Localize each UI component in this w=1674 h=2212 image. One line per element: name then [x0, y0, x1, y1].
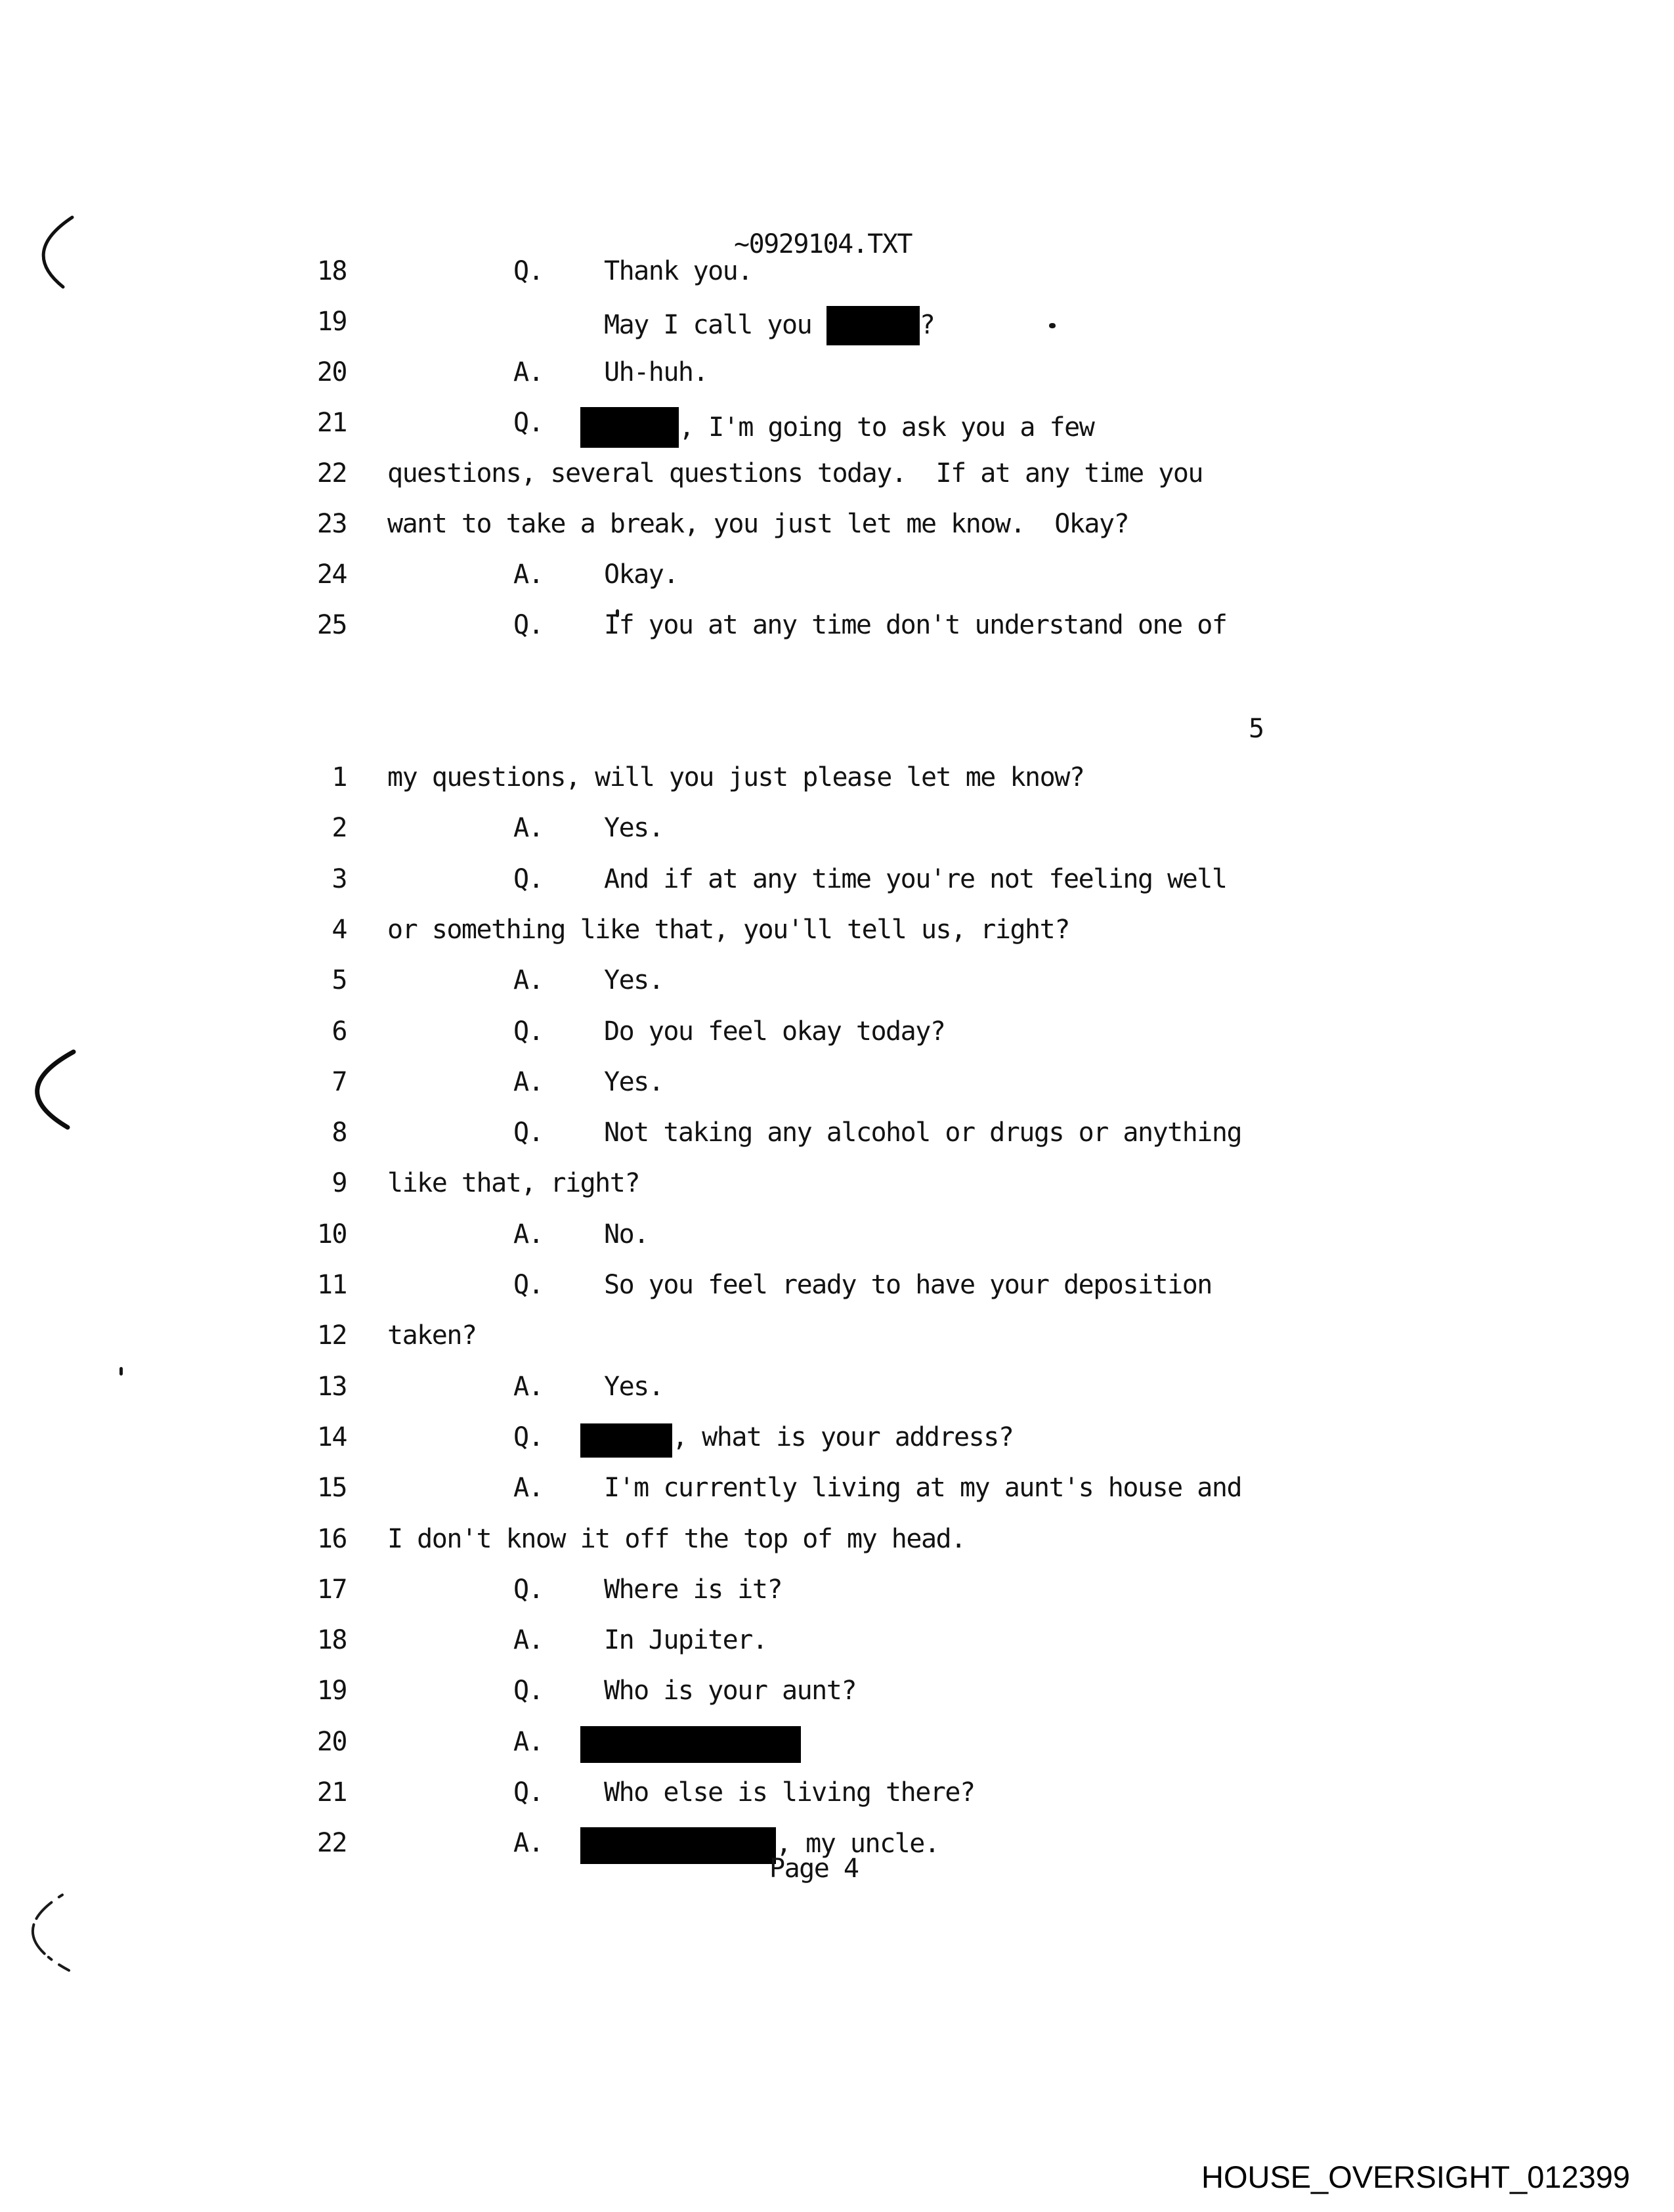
line-number: 21 [316, 408, 347, 438]
line-text: , I'm going to ask you a few [580, 407, 1094, 448]
line-text: want to take a break, you just let me know. Okay? [387, 509, 1129, 539]
line-text: Yes. [604, 813, 664, 843]
line-text: Okay. [604, 559, 678, 590]
line-text: Who is your aunt? [604, 1676, 856, 1706]
line-text: Thank you. [604, 256, 752, 286]
line-text: No. [604, 1219, 649, 1249]
line-number: 21 [316, 1777, 347, 1808]
speaker-label: Q. [513, 1676, 544, 1706]
transcript-line [0, 1777, 1674, 1827]
speaker-label: Q. [513, 610, 544, 640]
bates-number: HOUSE_OVERSIGHT_012399 [1201, 2159, 1631, 2194]
transcript-line [0, 1675, 1674, 1725]
speaker-label: A. [513, 1828, 544, 1858]
transcript-line [0, 1726, 1674, 1777]
line-number: 5 [332, 965, 347, 995]
redaction-box [580, 1726, 801, 1763]
line-number: 8 [332, 1117, 347, 1148]
line-number: 4 [332, 915, 347, 945]
line-number: 17 [316, 1574, 347, 1605]
speaker-label: A. [513, 357, 544, 387]
line-number: 11 [316, 1270, 347, 1300]
line-text: Yes. [604, 965, 664, 995]
speaker-label: Q. [513, 256, 544, 286]
speaker-label: A. [513, 1625, 544, 1655]
transcript-line [0, 1574, 1674, 1624]
line-number: 1 [332, 762, 347, 792]
line-text: So you feel ready to have your deposition [604, 1270, 1212, 1300]
transcript-line [0, 1167, 1674, 1218]
line-number: 9 [332, 1168, 347, 1198]
transcript-line [0, 863, 1674, 914]
line-text: , my uncle. [580, 1827, 939, 1864]
line-text: questions, several questions today. If at any time you [387, 458, 1203, 488]
line-number: 25 [316, 610, 347, 640]
transcript-line [0, 1066, 1674, 1117]
line-number: 7 [332, 1067, 347, 1097]
speaker-label: Q. [513, 1016, 544, 1047]
transcript-line [0, 914, 1674, 965]
line-number: 15 [316, 1473, 347, 1503]
transcript-line [0, 255, 1674, 306]
line-text [580, 1726, 801, 1763]
transcript-line [0, 306, 1674, 357]
line-number: 19 [316, 1676, 347, 1706]
line-number: 13 [316, 1372, 347, 1402]
transcript-line [0, 1320, 1674, 1370]
speaker-label: A. [513, 1219, 544, 1249]
line-text: my questions, will you just please let me know? [387, 762, 1084, 792]
transcript-line [0, 1624, 1674, 1675]
redaction-box [580, 1423, 672, 1458]
speaker-label: Q. [513, 1422, 544, 1452]
line-number: 22 [316, 1828, 347, 1858]
speaker-label: Q. [513, 864, 544, 894]
speaker-label: A. [513, 1473, 544, 1503]
redaction-box [826, 306, 920, 345]
line-number: 2 [332, 813, 347, 843]
transcript-line [0, 458, 1674, 508]
redaction-box [580, 1827, 776, 1864]
transcript-line [0, 1269, 1674, 1320]
speaker-label: A. [513, 1067, 544, 1097]
line-text: If you at any time don't understand one of [604, 610, 1227, 640]
line-text: Yes. [604, 1067, 664, 1097]
line-number: 12 [316, 1320, 347, 1351]
line-text: And if at any time you're not feeling well [604, 864, 1227, 894]
line-text: In Jupiter. [604, 1625, 767, 1655]
transcript-line [0, 1219, 1674, 1269]
transcript-line [0, 762, 1674, 812]
transcript-line [0, 1371, 1674, 1421]
line-text: or something like that, you'll tell us, right? [387, 915, 1069, 945]
transcript-line [0, 508, 1674, 559]
speaker-label: Q. [513, 1270, 544, 1300]
transcript-line [0, 1421, 1674, 1472]
line-text: Who else is living there? [604, 1777, 975, 1808]
line-text: , what is your address? [580, 1421, 1013, 1458]
line-number: 22 [316, 458, 347, 488]
line-number: 20 [316, 1727, 347, 1757]
redaction-box [580, 407, 679, 448]
speaker-label: A. [513, 965, 544, 995]
line-number: 20 [316, 357, 347, 387]
line-text: Where is it? [604, 1574, 782, 1605]
line-number: 10 [316, 1219, 347, 1249]
transcript-line [0, 1523, 1674, 1574]
document-filename: ~0929104.TXT [734, 229, 912, 259]
speaker-label: Q. [513, 408, 544, 438]
line-number: 23 [316, 509, 347, 539]
line-number: 14 [316, 1422, 347, 1452]
transcript-line [0, 1472, 1674, 1523]
transcript-line [0, 609, 1674, 660]
page-footer-label: Page 4 [769, 1854, 859, 1884]
transcript-line [0, 965, 1674, 1015]
speaker-label: Q. [513, 1777, 544, 1808]
speaker-label: A. [513, 559, 544, 590]
line-number: 18 [316, 256, 347, 286]
speaker-label: A. [513, 813, 544, 843]
line-text: taken? [387, 1320, 477, 1351]
speaker-label: Q. [513, 1117, 544, 1148]
line-number: 19 [316, 307, 347, 337]
line-number: 18 [316, 1625, 347, 1655]
line-text: I don't know it off the top of my head. [387, 1524, 966, 1554]
transcript-line [0, 1117, 1674, 1167]
speaker-label: Q. [513, 1574, 544, 1605]
line-text: I'm currently living at my aunt's house and [604, 1473, 1242, 1503]
line-text: May I call you ? [604, 306, 934, 345]
line-number: 24 [316, 559, 347, 590]
transcript-line [0, 407, 1674, 458]
line-text: like that, right? [387, 1168, 639, 1198]
binder-ring-mark-bottom [33, 1895, 69, 1970]
line-text: Uh-huh. [604, 357, 708, 387]
line-text: Do you feel okay today? [604, 1016, 945, 1047]
transcript-line [0, 1016, 1674, 1066]
transcript-line [0, 357, 1674, 407]
line-number: 16 [316, 1524, 347, 1554]
page-number-marker: 5 [1249, 714, 1264, 744]
speaker-label: A. [513, 1727, 544, 1757]
line-number: 6 [332, 1016, 347, 1047]
line-text: Not taking any alcohol or drugs or anything [604, 1117, 1242, 1148]
transcript-line [0, 559, 1674, 609]
speaker-label: A. [513, 1372, 544, 1402]
transcript-line [0, 812, 1674, 863]
line-number: 3 [332, 864, 347, 894]
line-text: Yes. [604, 1372, 664, 1402]
